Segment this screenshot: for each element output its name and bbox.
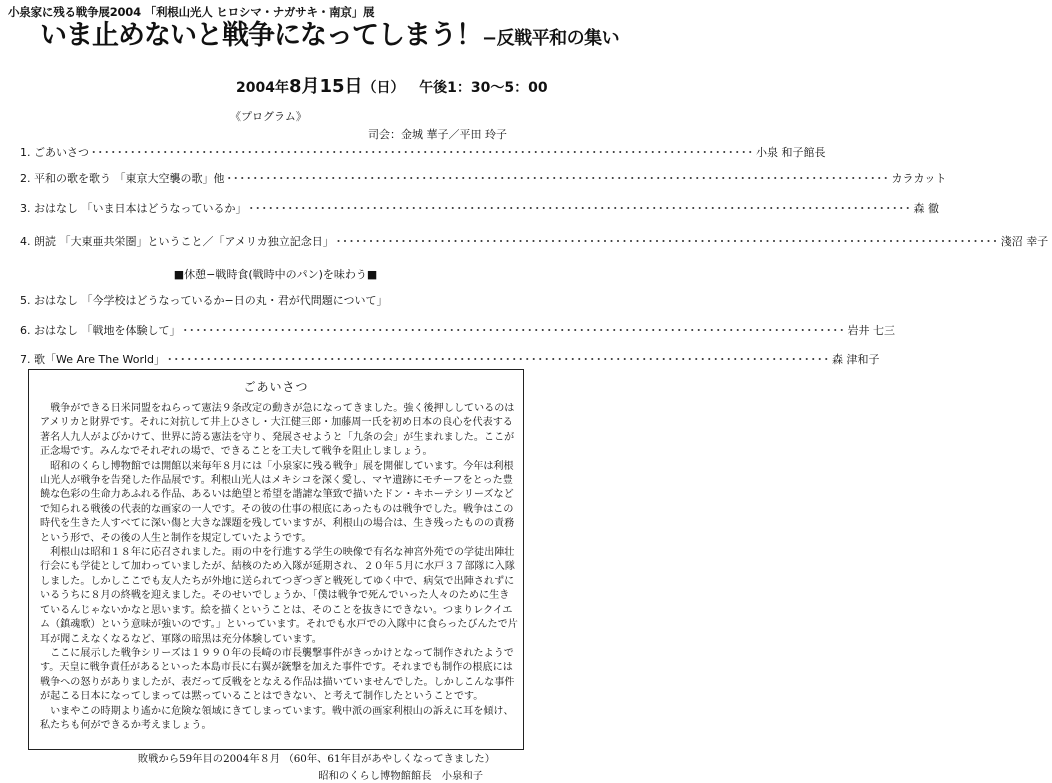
leader-dots — [91, 144, 754, 160]
program-item — [20, 351, 880, 367]
date-month-day: 8月15日 — [288, 76, 363, 97]
leader-dots — [167, 351, 830, 367]
program-item-performer: カラカット — [891, 172, 947, 185]
program-item-performer: 森 津和子 — [832, 353, 880, 366]
leader-dots — [249, 200, 912, 216]
leader-dots — [183, 322, 846, 338]
event-time: 午後1：30〜5：00 — [419, 80, 548, 96]
program-heading: 《プログラム》 — [230, 110, 307, 123]
program-item — [20, 233, 1049, 249]
date-weekday: （日） — [362, 80, 405, 96]
program-item — [20, 292, 507, 308]
program-item-title: 5. おはなし 「今学校はどうなっているか−日の丸・君が代問題について」 — [20, 294, 388, 307]
greeting-signature: 昭和のくらし博物館館長 小泉和子 — [318, 770, 483, 782]
greeting-body — [40, 402, 518, 733]
greeting-paragraph: いまやこの時期より遙かに危険な領域にきてしまっています。戦中派の画家利根山の訴えに耳を傾け、私たちも何ができるか考えましょう。 — [40, 705, 514, 731]
program-item — [20, 144, 826, 160]
greeting-paragraph: 利根山は昭和１８年に応召されました。雨の中を行進する学生の映像で有名な神宮外苑での学徒出陣壮行会にも学徒として加わっていましたが、結核のため入隊が延期され、２０年５月に水戸３７部隊に入隊しました。しかしここでも友人たちが外地に送られてつぎつぎと戦死してゆく中で、病気で出陣されずにいるうちに８月の終戦を迎えました。そのせいでしょうか、「僕は戦争で死んでいった人々のために生きているんじゃないかなと思います。絵を描くということは、そのことを抜きにできない。つまりレクイエム（鎮魂歌）という意味が強いのです。」といっています。それでも水戸での入隊中に食らったびんたで片耳が聞こえなくなるなど、軍隊の暗黒は充分体験しています。 — [40, 547, 518, 645]
program-item-title: 3. おはなし 「いま日本はどうなっているか」 — [20, 202, 247, 215]
program-item-performer: 岩井 七三 — [847, 324, 895, 337]
title-sub: −反戦平和の集い — [482, 28, 620, 49]
greeting-title: ごあいさつ — [243, 380, 309, 394]
page-title — [40, 20, 619, 55]
greeting-paragraph: 戦争ができる日米同盟をねらって憲法９条改定の動きが急になってきました。強く後押ししているのはアメリカと財界です。それに対抗して井上ひさし・大江健三郎・加藤周一氏を初め日本の良心を代表する著名人九人がよびかけて、世界に誇る憲法を守り、発展させようと「九条の会」が生まれました。ここが正念場です。みんなでそれぞれの場で、できることを工夫して戦争を阻止しましょう。 — [40, 403, 515, 458]
greeting-date-line: 敗戦から59年目の2004年８月 （60年、61年目があやしくなってきました） — [137, 753, 495, 765]
leader-dots — [227, 170, 890, 186]
date-year: 2004年 — [236, 80, 289, 96]
title-main: いま止めないと戦争になってしまう！ — [40, 20, 482, 51]
program-item-performer: 小泉 和子館長 — [756, 146, 826, 159]
greeting-paragraph: 昭和のくらし博物館では開館以来毎年８月には「小泉家に残る戦争」展を開催しています。今年は利根山光人が戦争を告発した作品展です。利根山光人はメキシコを深く愛し、マヤ遺跡にモチーフをとった豊饒な色彩の生命力あふれる作品、あるいは絶望と希望を諧謔な筆致で描いたドン・キホーテシリーズなどで知られる戦後の代表的な画家の一人です。その彼の仕事の根底にあったものは戦争でした。戦争はこの時代を生きた人すべてに深い傷と大きな課題を残していますが、利根山の場合は、生き残ったものの責務という形で、その後の人生と制作を規定していたようです。 — [40, 460, 515, 544]
exhibition-line: 小泉家に残る戦争展2004 「利根山光人 ヒロシマ・ナガサキ・南京」展 — [8, 5, 375, 19]
greeting-paragraph: ここに展示した戦争シリーズは１９９０年の長崎の市長襲撃事件がきっかけとなって制作されたようです。天皇に戦争責任があるといった本島市長に右翼が銃撃を加えた事件です。それまでも制作の根底には戦争への怒りがありましたが、表だって反戦をとなえる作品は描いていませんでした。しかしこんな事件が起こる日本になってしまっては黙っていることはできない、と考えて制作したということです。 — [40, 647, 515, 703]
program-item-title: 1. ごあいさつ — [20, 146, 89, 159]
program-item-title: 6. おはなし 「戦地を体験して」 — [20, 324, 181, 337]
program-item-performer: 森 徹 — [913, 202, 939, 215]
event-date — [236, 72, 548, 98]
program-item — [20, 170, 947, 186]
program-item — [20, 322, 895, 338]
program-item-performer: 淺沼 幸子 — [1000, 235, 1049, 248]
break-notice: ■休憩−戦時食(戦時中のパン)を味わう■ — [173, 268, 378, 281]
program-item-title: 4. 朗読 「大東亜共栄圏」ということ／「アメリカ独立記念日」 — [20, 235, 334, 248]
program-mc: 司会：金城 華子／平田 玲子 — [368, 128, 507, 141]
program-item-title: 2. 平和の歌を歌う 「東京大空襲の歌」他 — [20, 172, 225, 185]
program-item — [20, 200, 939, 216]
leader-dots — [336, 233, 999, 249]
program-item-title: 7. 歌「We Are The World」 — [20, 353, 166, 366]
